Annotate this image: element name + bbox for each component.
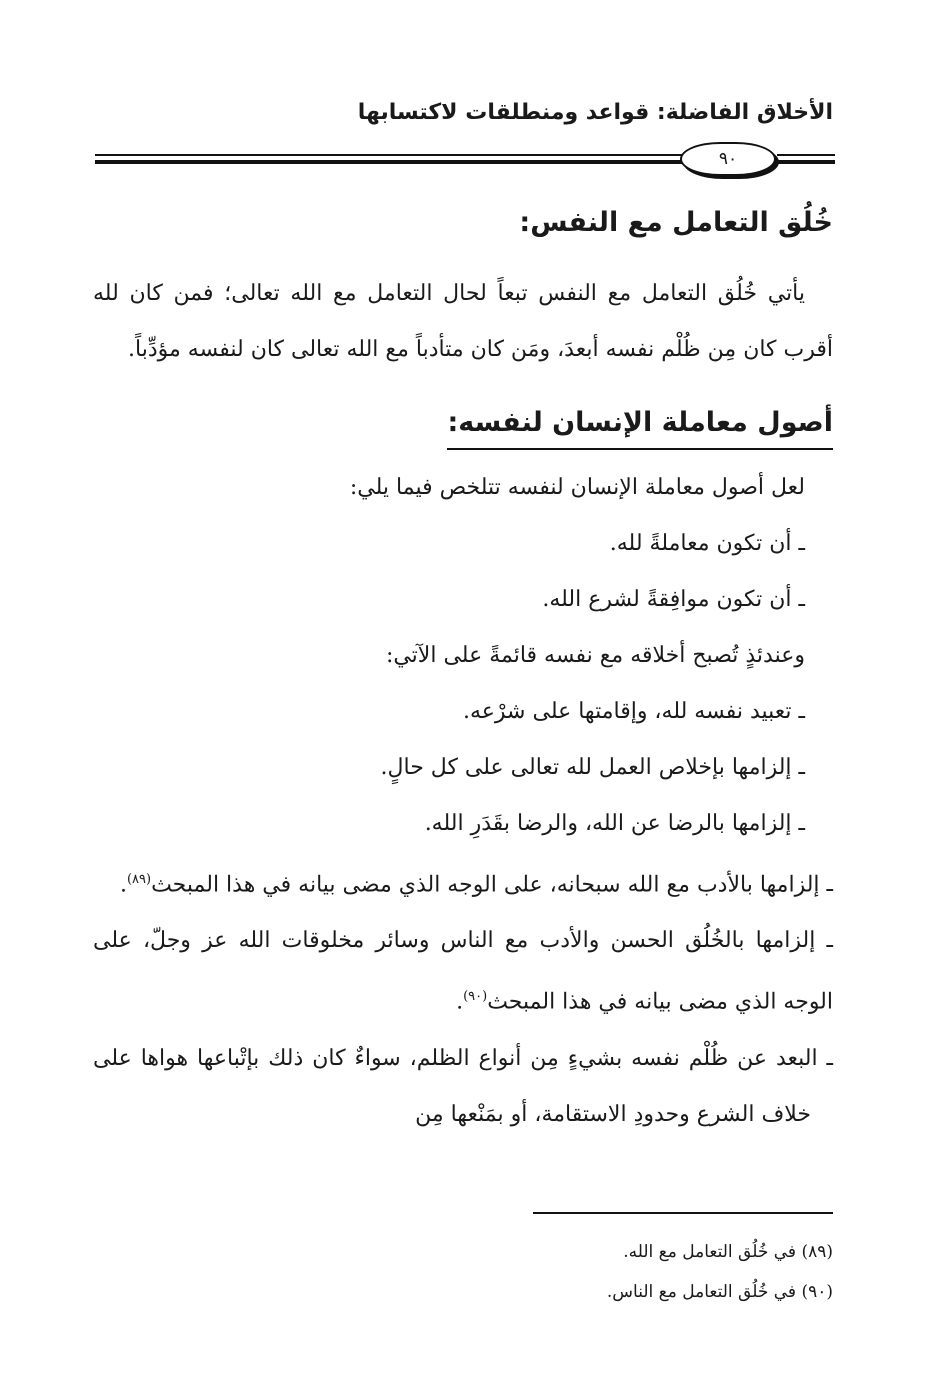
- footnote-item: (٩٠) في خُلُق التعامل مع الناس.: [606, 1282, 833, 1302]
- page-body: [93, 200, 833, 1143]
- principle-item: ـ أن تكون موافِقةً لشرع الله.: [93, 572, 833, 628]
- header-rule-left: [95, 154, 685, 162]
- section-heading-self-dealing: خُلُق التعامل مع النفس:: [519, 207, 833, 238]
- ethic-item-text: إلزامها بالأدب مع الله سبحانه، على الوجه الذي مضى بيانه في هذا المبحث: [151, 872, 820, 898]
- footnote-item: (٨٩) في خُلُق التعامل مع الله.: [623, 1242, 833, 1262]
- ethic-item-tail: .: [119, 872, 127, 898]
- intro-paragraph: يأتي خُلُق التعامل مع النفس تبعاً لحال التعامل مع الله تعالى؛ فمن كان لله أقرب كان مِن ظُلْم نفسه أبعدَ، ومَن كان متأدباً مع الله تعالى كان لنفسه مؤدِّباً.: [93, 281, 833, 362]
- ethic-item: [93, 1031, 833, 1143]
- ethic-item-text: تعبيد نفسه لله، وإقامتها على شرْعه.: [463, 699, 792, 724]
- section-heading-principles: أصول معاملة الإنسان لنفسه:: [447, 400, 833, 450]
- page-number: ٩٠: [680, 142, 776, 176]
- ethic-item-text: إلزامها بإخلاص العمل لله تعالى على كل حالٍ.: [380, 755, 792, 780]
- footnote-ref[interactable]: (٩٠): [463, 989, 488, 1005]
- ethic-item: [93, 796, 833, 852]
- ethic-item: [93, 740, 833, 796]
- ethic-item: [93, 852, 833, 913]
- header-rule: [95, 142, 835, 182]
- ethic-item-tail: .: [456, 989, 464, 1015]
- running-header: الأخلاق الفاضلة: قواعد ومنطلقات لاكتسابها: [357, 100, 833, 125]
- principles-intro: لعل أصول معاملة الإنسان لنفسه تتلخص فيما يلي:: [349, 475, 805, 500]
- principles-list: [93, 460, 833, 1143]
- ethic-item-text: إلزامها بالخُلُق الحسن والأدب مع الناس وسائر مخلوقات الله عز وجلّ، على الوجه الذي مضى بيانه في هذا المبحث: [93, 928, 833, 1015]
- principle-item: ـ أن تكون معاملةً لله.: [93, 516, 833, 572]
- footnote-separator: [533, 1212, 833, 1214]
- header-rule-right: [777, 154, 835, 162]
- ethic-item-text: البعد عن ظُلْم نفسه بشيءٍ مِن أنواع الظلم، سواءٌ كان ذلك بإتْباعها هواها على خلاف الشرع وحدودِ الاستقامة، أو بمَنْعها مِن: [93, 1045, 818, 1127]
- ethic-item: [93, 684, 833, 740]
- ethic-item: [93, 913, 833, 1030]
- footnote-ref[interactable]: (٨٩): [126, 872, 152, 887]
- transition-line: وعندئذٍ تُصبح أخلاقه مع نفسه قائمةً على الآتي:: [385, 643, 805, 668]
- footnotes: [93, 1232, 833, 1312]
- ethic-item-text: إلزامها بالرضا عن الله، والرضا بقَدَرِ الله.: [424, 811, 792, 836]
